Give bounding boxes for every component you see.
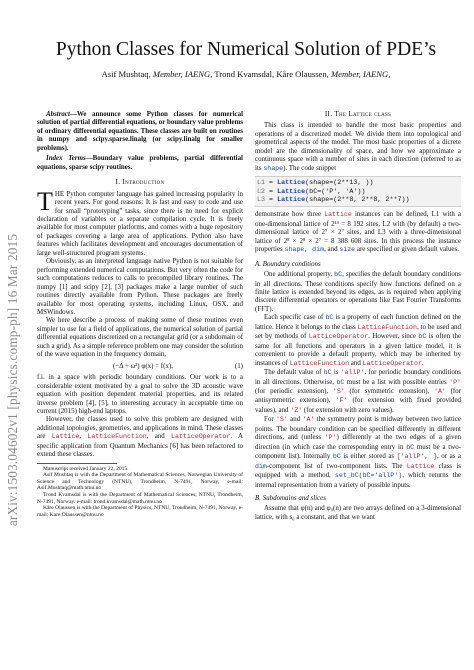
footnotes	[37, 466, 243, 519]
text: the symmetry point is midway between two lattice points. The boundary condition can be specified differently in different directions, and (unless	[255, 415, 461, 442]
author-names-2-3: , Trond Kvamsdal, Kåre Olaussen,	[210, 69, 331, 79]
class-name-latticefunction: LatticeFunction	[357, 323, 417, 331]
lattice-paragraph-2-text-b: instances can be defined, L1 with a one-dimensional lattice of 2¹³ = 8 192 sites, L2 with (by default) a two-dimensional lattice of 2⁷ × 2⁷ sites, and L3 with a three-dimensional lattice of 2⁸ × 2⁸ × 2⁷ = 8 388 608 sites. In this process the instance properties	[255, 210, 462, 254]
code-class: Lattice	[277, 179, 306, 188]
value-p: 'P'	[449, 378, 462, 386]
abstract-label: Abstract	[46, 110, 70, 118]
code-class: Lattice	[277, 187, 306, 196]
text: (for extension with zero values).	[302, 405, 394, 414]
value-s: 'S'	[332, 388, 345, 395]
paper-title: Python Classes for Numerical Solution of PDE’s	[55, 39, 437, 60]
subdomain-paragraph-1: Assume that φ(n) and φ₀(n) are two arrays defined on a 3-dimensional lattice, with s₀ a constant, and that we want	[255, 504, 461, 521]
intro-paragraph-5: However, the classes used to solve this problem are designed with additional topologies, geometries, and applications in mind. These classes are Lattice, LatticeFunction, and LatticeOperator. A specific application from Quantum Mechanics [6] has been refactored to extend these classes.	[37, 415, 243, 459]
code-lhs: L1	[257, 179, 266, 188]
right-column	[255, 110, 461, 521]
class-name-latticefunction: LatticeFunction	[289, 359, 350, 367]
keyword-bc: bC	[323, 369, 332, 377]
footnote-author-3: Kåre Olaussen is with the Department of Physics, NTNU, Trondheim, N-7491, Norway, e-mail: Kare.Olaussen@ntnu.no	[37, 505, 243, 518]
author-line	[36, 69, 456, 80]
class-name-lattice: Lattice	[406, 462, 435, 470]
equation-1-number: (1)	[234, 361, 243, 370]
text: , or as a	[437, 452, 461, 461]
intro-paragraph-5-text-a: However, the classes used to solve this problem are designed with additional topologies, geometries, and applications in mind. These classes are	[37, 415, 243, 441]
text: must be a list with possible entries	[344, 377, 450, 386]
code-line	[257, 188, 461, 196]
lattice-paragraph-1-text-b: ). The code snippet	[283, 163, 337, 172]
index-terms-text: —Boundary value problems, partial differential equations, sparse scipy routines.	[37, 154, 243, 171]
code-line	[257, 179, 461, 187]
class-name-latticeoperator: LatticeOperator	[171, 433, 231, 441]
keyword-bc: bC	[334, 271, 343, 279]
code-assign: =	[265, 187, 278, 196]
equation-1-body: (−Δ + ω²) φ(x) = f(x),	[112, 361, 173, 370]
value-p: 'P'	[324, 434, 337, 442]
text: . However, since	[368, 332, 419, 341]
intro-paragraph-2: Obviously, as an interpreted language native Python is not suitable for performing extended numerical computations. But very often the code for such computations reduces to calls to precompiled library routines. The numpy [1] and scipy [2], [3] packages make a large number of such routines directly available from Python. These packages are freely available for most operating systems, including Linux, OSX, and MSWindows.	[37, 257, 243, 316]
lattice-paragraph-1-text-a: This class is intended to handle the most basic properties and operations of a discretized model. We divide them into topological and geometrical aspects of the model. The most basic properties of a dicrete model are the dimensionality of space, and how we approximate a continuous space with a number of sites in each direction (referred to as its	[255, 121, 461, 172]
intro-paragraph-5-and: , and	[146, 432, 172, 441]
section-heading-lattice-class: II. The Lattice class	[324, 110, 392, 118]
bc-paragraph-1-text-a: One additional property,	[264, 270, 335, 279]
lattice-paragraph-2-text-c: are specified or given default values.	[355, 245, 459, 254]
code-args: (shape=(2**8, 2**8, 2**7))	[305, 195, 410, 204]
text: (for antisymmetric extension),	[255, 387, 461, 405]
value-s: 'S'	[275, 416, 288, 424]
keyword-shape-dim: shape, dim	[284, 246, 325, 254]
text: (for symmetric extension),	[344, 387, 434, 395]
class-name-latticefunction: LatticeFunction	[87, 433, 147, 441]
keyword-bc: bC	[332, 453, 341, 461]
arxiv-sidebar-stamp	[3, 205, 23, 555]
code-assign: =	[265, 179, 278, 188]
text: is a property of each function defined on the lattice. Hence it belongs to the class	[255, 313, 462, 331]
code-assign: =	[265, 195, 278, 204]
text: .	[421, 358, 424, 367]
bc-paragraph-4	[255, 415, 461, 489]
lattice-paragraph-1	[255, 121, 461, 173]
code-args: (shape=(2**13, ))	[305, 179, 374, 188]
code-lhs: L3	[257, 195, 266, 204]
bc-paragraph-2	[255, 313, 461, 368]
class-name-latticeoperator: LatticeOperator	[362, 359, 422, 367]
index-terms-label: Index Terms	[46, 154, 86, 163]
code-lhs: L2	[257, 187, 266, 196]
keyword-bc: bC	[336, 378, 345, 386]
value-f: 'F'	[335, 397, 348, 405]
text: is either stored as	[340, 452, 397, 461]
author-membership-3: Member, IAENG,	[330, 69, 391, 79]
method-set-bc: set_bC(bC='allP')	[334, 472, 403, 480]
text: , to be used and set by methods of	[255, 322, 461, 341]
footnote-author-2: Trond Kvamsdal is with the Department of Mathematical Sciences, NTNU, Trondheim, N-7491, Norway. e-mail: trond.kvamsdal@math.ntnu.no	[37, 492, 243, 505]
text: , which returns the internal representation from a variety of possible inputs.	[255, 471, 461, 489]
keyword-shape: shape	[263, 164, 284, 172]
equation-1	[37, 362, 243, 370]
code-snippet	[255, 176, 461, 207]
intro-paragraph-5-text-b: . A specific application from Quantum Mechanics [6] has been refactored to extend these classes.	[37, 432, 243, 459]
abstract	[37, 110, 243, 152]
text: For	[264, 415, 276, 424]
bc-paragraph-1	[255, 270, 461, 313]
value-z: 'Z'	[290, 406, 303, 414]
author-membership-1: Member, IAENG	[152, 69, 211, 79]
class-name-lattice: Lattice	[324, 211, 352, 219]
class-name-latticeoperator: LatticeOperator	[308, 333, 369, 341]
value-allp: 'allP'	[340, 369, 365, 377]
text: Each specific case of	[264, 313, 326, 322]
code-args: (bC=('P', 'A'))	[305, 187, 366, 196]
text: and	[349, 358, 363, 367]
keyword-dim: dim	[255, 462, 267, 470]
footnote-author-1: Asif Mushtaq is with the Department of Mathematical Sciences, Norwegian University of Science and Technology (NTNU), Trondheim, N-7491, Norway, e-mail: Asif.Mushtaq@math.ntnu.no	[37, 472, 243, 492]
text: , for periodic boundary conditions in all directions. Otherwise,	[255, 368, 461, 386]
keyword-bc: bC	[325, 314, 334, 322]
bc-paragraph-3	[255, 368, 461, 415]
text: is	[331, 368, 341, 377]
value-a: 'A'	[434, 388, 446, 395]
text: -component list of two-component lists. The	[266, 461, 407, 470]
lattice-paragraph-2-text-a: demonstrate how three	[255, 210, 325, 219]
intro-paragraph-1	[37, 186, 243, 258]
text: must be a two-component list). Internally	[255, 442, 461, 461]
bc-paragraph-1-text-b: , specifies the default boundary conditions in all directions. These conditions specify how functions defined on a finite lattice is extended beyond its edges, as is required when applying discrete differential operators or operations like Fast Fourier Transforms (FFT).	[255, 270, 461, 313]
left-column	[37, 110, 243, 518]
code-class: Lattice	[277, 195, 306, 204]
footnote-received: Manuscript received January 22, 2015.	[43, 465, 129, 472]
text: ) differently at the two edges of a given direction (in which case the corresponding entry in	[255, 433, 461, 451]
value-a: 'A'	[302, 416, 315, 424]
subsection-heading-subdomains: B. Subdomains and slices	[255, 493, 326, 502]
intro-paragraph-4: f.i. in a space with periodic boundary conditions. Our work is to a considerable extent motivated by a goal to solve the 3D acoustic wave equation with position dependent material properties, and its related inverse problem [4], [5], to interesting accuracy in acceptable time on current (2015) high-end laptops.	[37, 373, 243, 415]
keyword-bc: bC	[418, 333, 427, 341]
drop-cap: T	[37, 186, 53, 216]
lattice-paragraph-2	[255, 210, 461, 254]
section-heading-introduction: I. Introduction	[115, 178, 165, 187]
intro-paragraph-3: We here describe a process of making some of these routines even simpler to use for a field of applications, the numerical solution of partial differential equations discretized on a rectangular grid (or a subdomain of such a grid). As a simple reference problem one may consider the solution of the wave equation in the frequency domain,	[37, 316, 243, 359]
intro-paragraph-1-text: HE Python computer language has gained increasing popularity in recent years. For good reasons: It is fast and easy to code and use for small “prototyping” tasks, since there is no need for explicit declaration of variables or a separate compilation cycle. It is freely available for most computer platforms, and comes with a huge repository of packages covering a large area of applications. Python also have features which facilitates development and encourages documentation of large well-structured program systems.	[37, 189, 243, 257]
abstract-text: —We announce some Python classes for numerical solution of partial differential equations, or boundary value problems of ordinary differential equations. These classes are built on routines in numpy and scipy.sparse.linalg (or scipy.linalg for smaller problems).	[37, 110, 243, 152]
index-terms	[37, 154, 243, 171]
arxiv-identifier: arXiv:1503.04602v1 [physics.comp-ph] 16 Mar 2015	[5, 233, 20, 527]
author-name-1: Asif Mushtaq,	[101, 69, 153, 79]
value-allp-list: ['allP', ]	[396, 453, 438, 461]
lattice-paragraph-2-and: , and	[324, 245, 340, 254]
text: The default value of	[264, 368, 324, 377]
text: (for extension with fixed provided values), and	[255, 396, 461, 414]
code-line	[257, 196, 461, 204]
class-name-lattice: Lattice	[51, 433, 80, 441]
text: and	[287, 415, 303, 424]
subsection-heading-boundary-conditions: A. Boundary conditions	[255, 259, 321, 268]
text: class is equipped with a method,	[255, 461, 461, 480]
text: is often the same for all functions and operators in a given lattice model, it is convenient to provide a default property, which may be inherited by instances of	[255, 332, 462, 367]
keyword-bc: bC	[406, 443, 415, 451]
keyword-size: size	[339, 246, 356, 254]
text: (for periodic extension),	[255, 387, 333, 395]
